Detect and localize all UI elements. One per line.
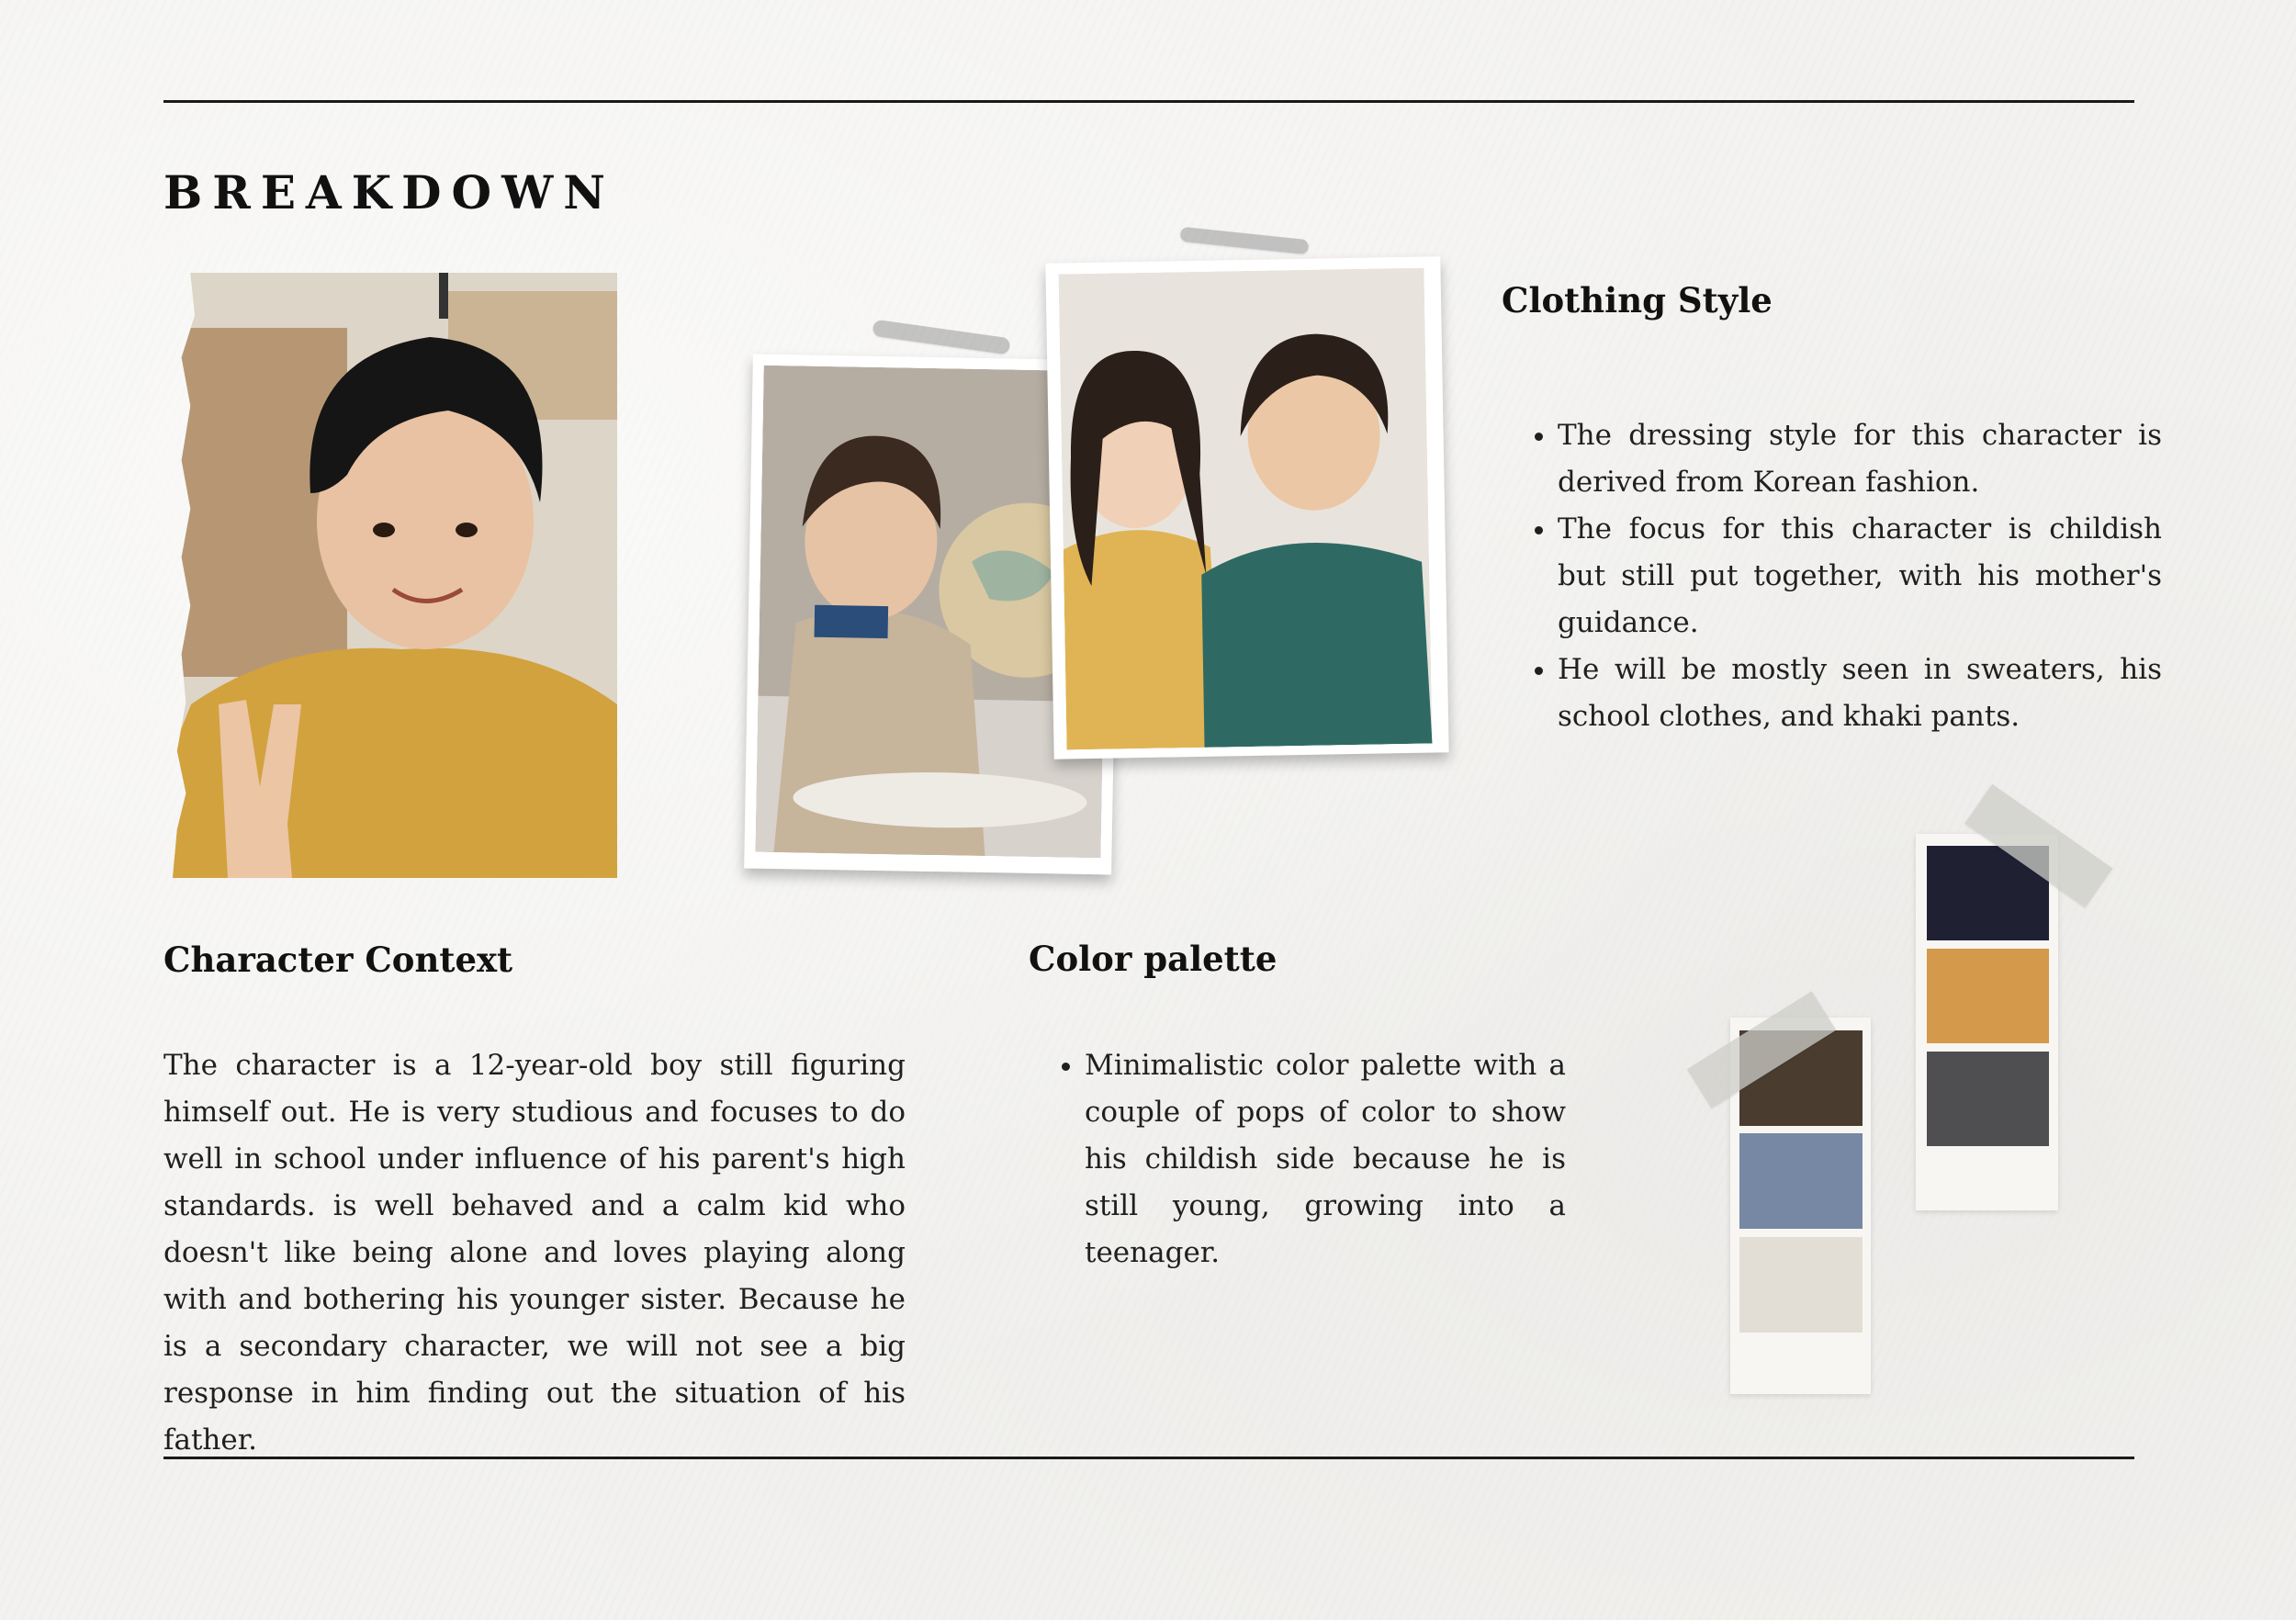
swatch-slate-blue xyxy=(1739,1133,1863,1229)
page-title: BREAKDOWN xyxy=(163,165,615,219)
character-context-text: The character is a 12-year-old boy still figuring himself out. He is very studious and focuses to do well in school under influence of his parent's high standards. is well behaved and a calm kid who doesn't like being alone and loves playing along with and bothering his younger sister. Because he is a secondary character, we will not see a big response in him finding out the situation of his father. xyxy=(163,1049,906,1457)
pencil-scribble xyxy=(872,320,1010,355)
pencil-scribble xyxy=(1180,227,1310,255)
portrait-photo xyxy=(173,273,617,878)
swatch-mustard xyxy=(1927,949,2049,1043)
polaroid-siblings xyxy=(1045,256,1448,759)
list-item: • The dressing style for this character is derived from Korean fashion. xyxy=(1558,412,2162,506)
list-item: • He will be mostly seen in sweaters, his school clothes, and khaki pants. xyxy=(1558,647,2162,740)
clothing-style-list xyxy=(1530,412,2162,740)
bottom-divider xyxy=(163,1457,2134,1459)
character-context-heading: Character Context xyxy=(163,939,513,980)
portrait-illustration xyxy=(173,273,617,878)
top-divider xyxy=(163,100,2134,103)
color-palette-heading: Color palette xyxy=(1029,939,1277,979)
swatch-charcoal xyxy=(1927,1052,2049,1146)
color-palette-list xyxy=(1057,1042,1566,1277)
clothing-style-heading: Clothing Style xyxy=(1502,280,1773,321)
siblings-illustration xyxy=(1059,268,1433,750)
swatch-beige xyxy=(1739,1237,1863,1333)
list-item: • The focus for this character is childish but still put together, with his mother's guidance. xyxy=(1558,506,2162,647)
list-item: • Minimalistic color palette with a couple of pops of color to show his childish side because he is still young, growing into a teenager. xyxy=(1085,1042,1566,1277)
